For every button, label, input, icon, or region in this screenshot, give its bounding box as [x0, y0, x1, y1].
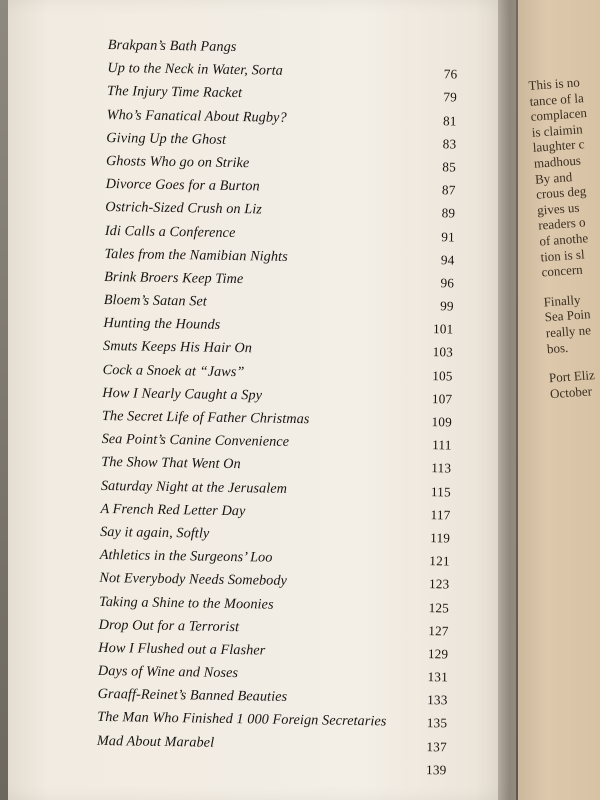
- toc-entry-title: Saturday Night at the Jerusalem: [100, 477, 288, 497]
- toc-entry-title: Divorce Goes for a Burton: [105, 176, 260, 195]
- toc-entry-page-number: 81: [442, 112, 457, 129]
- toc-entry-page-number: 99: [440, 298, 454, 314]
- facing-page-line: October: [549, 383, 593, 401]
- toc-entry-page-number: 79: [443, 89, 458, 105]
- facing-page-line: tance of la: [529, 89, 585, 109]
- facing-page-line: complacen: [530, 105, 588, 125]
- toc-entry-page-number: 83: [442, 136, 457, 152]
- toc-entry-page-number: 139: [425, 761, 447, 778]
- toc-entry-title: The Show That Went On: [101, 454, 241, 473]
- toc-entry-title: Up to the Neck in Water, Sorta: [107, 60, 284, 79]
- toc-entry-page-number: 127: [428, 622, 449, 639]
- toc-entry-title: Athletics in the Surgeons’ Loo: [99, 547, 273, 566]
- facing-page-line: By and: [534, 168, 573, 187]
- toc-entry-title: Tales from the Namibian Nights: [104, 245, 288, 265]
- facing-page-line: really ne: [545, 322, 592, 341]
- toc-entry-page-number: 113: [431, 460, 452, 476]
- facing-page-line: Port Eliz: [548, 367, 596, 386]
- toc-entry-page-number: 133: [427, 692, 448, 708]
- toc-entry-page-number: 111: [432, 437, 452, 453]
- toc-entry-page-number: 76: [443, 66, 458, 82]
- toc-entry-title: The Secret Life of Father Christmas: [101, 407, 310, 428]
- contents-page: [8, 0, 516, 800]
- toc-entry-page-number: 129: [427, 645, 449, 662]
- facing-page-line: crous deg: [535, 183, 587, 202]
- facing-page-line: of anothe: [538, 230, 589, 249]
- toc-entry-title: Say it again, Softly: [100, 523, 210, 542]
- toc-entry-page-number: 135: [426, 715, 448, 731]
- facing-page-line: laughter c: [532, 136, 585, 156]
- facing-page-line: is claimin: [531, 121, 584, 140]
- toc-entry-title: How I Flushed out a Flasher: [98, 639, 266, 659]
- toc-entry-page-number: 121: [429, 553, 450, 569]
- toc-entry-title: Drop Out for a Terrorist: [98, 616, 240, 635]
- toc-entry-title: Taking a Shine to the Moonies: [98, 593, 274, 613]
- toc-entry-page-number: 109: [431, 414, 453, 430]
- toc-entry-title: Bloem’s Satan Set: [103, 292, 208, 310]
- toc-entry-page-number: 137: [426, 738, 447, 755]
- toc-entry-title: Cock a Snoek at “Jaws”: [102, 361, 245, 380]
- toc-entry-page-number: 107: [431, 390, 453, 407]
- toc-entry-page-number: 115: [430, 483, 451, 500]
- toc-entry-title: Ostrich-Sized Crush on Liz: [105, 199, 263, 218]
- toc-entry-title: Brakpan’s Bath Pangs: [107, 36, 237, 56]
- toc-entry-page-number: 89: [441, 205, 456, 221]
- toc-entry-title: Brink Broers Keep Time: [104, 268, 244, 288]
- toc-entry-title: The Injury Time Racket: [106, 83, 243, 102]
- toc-entry-title: Not Everybody Needs Somebody: [99, 570, 288, 590]
- facing-page-line: readers o: [537, 214, 587, 233]
- table-of-contents: [96, 34, 458, 778]
- toc-entry-page-number: 103: [432, 344, 454, 360]
- facing-page-line: Finally: [543, 291, 581, 310]
- toc-entry-title: The Man Who Finished 1 000 Foreign Secretaries: [97, 709, 387, 730]
- toc-entry-title: Mad About Marabel: [96, 732, 215, 751]
- toc-entry-title: Graaff-Reinet’s Banned Beauties: [97, 686, 288, 706]
- facing-page-line: gives us: [536, 199, 580, 218]
- toc-entry-page-number: 123: [428, 576, 450, 592]
- facing-page-line: concern: [541, 261, 584, 280]
- facing-page-line: tion is sl: [539, 246, 585, 265]
- toc-entry-title: Giving Up the Ghost: [106, 129, 227, 148]
- toc-entry-page-number: 125: [428, 599, 450, 615]
- toc-entry-page-number: 105: [432, 367, 453, 384]
- toc-entry-title: Smuts Keeps His Hair On: [102, 338, 253, 357]
- toc-entry-title: Hunting the Hounds: [103, 315, 221, 334]
- toc-entry-title: Days of Wine and Noses: [97, 662, 239, 682]
- toc-entry: [96, 753, 446, 782]
- toc-entry-page-number: 119: [430, 530, 451, 546]
- facing-page-line: Sea Poin: [544, 306, 592, 325]
- toc-entry-title: A French Red Letter Day: [100, 500, 246, 519]
- facing-page-line: bos.: [546, 339, 569, 356]
- toc-entry-page-number: 96: [440, 275, 455, 291]
- facing-page: [518, 0, 600, 800]
- toc-entry-title: How I Nearly Caught a Spy: [102, 384, 263, 404]
- toc-entry-page-number: 117: [430, 506, 451, 523]
- toc-entry-page-number: 131: [427, 669, 449, 685]
- toc-entry-title: Sea Point’s Canine Convenience: [101, 431, 290, 451]
- facing-page-line: This is no: [528, 74, 581, 93]
- facing-page-text: [528, 70, 600, 402]
- toc-entry-page-number: 94: [440, 251, 455, 268]
- toc-entry-page-number: 85: [442, 159, 457, 175]
- toc-entry-page-number: 91: [441, 228, 455, 244]
- toc-entry-page-number: 87: [441, 182, 456, 198]
- facing-page-line: madhous: [533, 152, 582, 171]
- toc-entry-title: Idi Calls a Conference: [104, 222, 236, 241]
- toc-entry-page-number: 101: [432, 321, 454, 337]
- toc-entry-title: Ghosts Who go on Strike: [105, 152, 250, 172]
- toc-entry-title: Who’s Fanatical About Rugby?: [106, 106, 287, 126]
